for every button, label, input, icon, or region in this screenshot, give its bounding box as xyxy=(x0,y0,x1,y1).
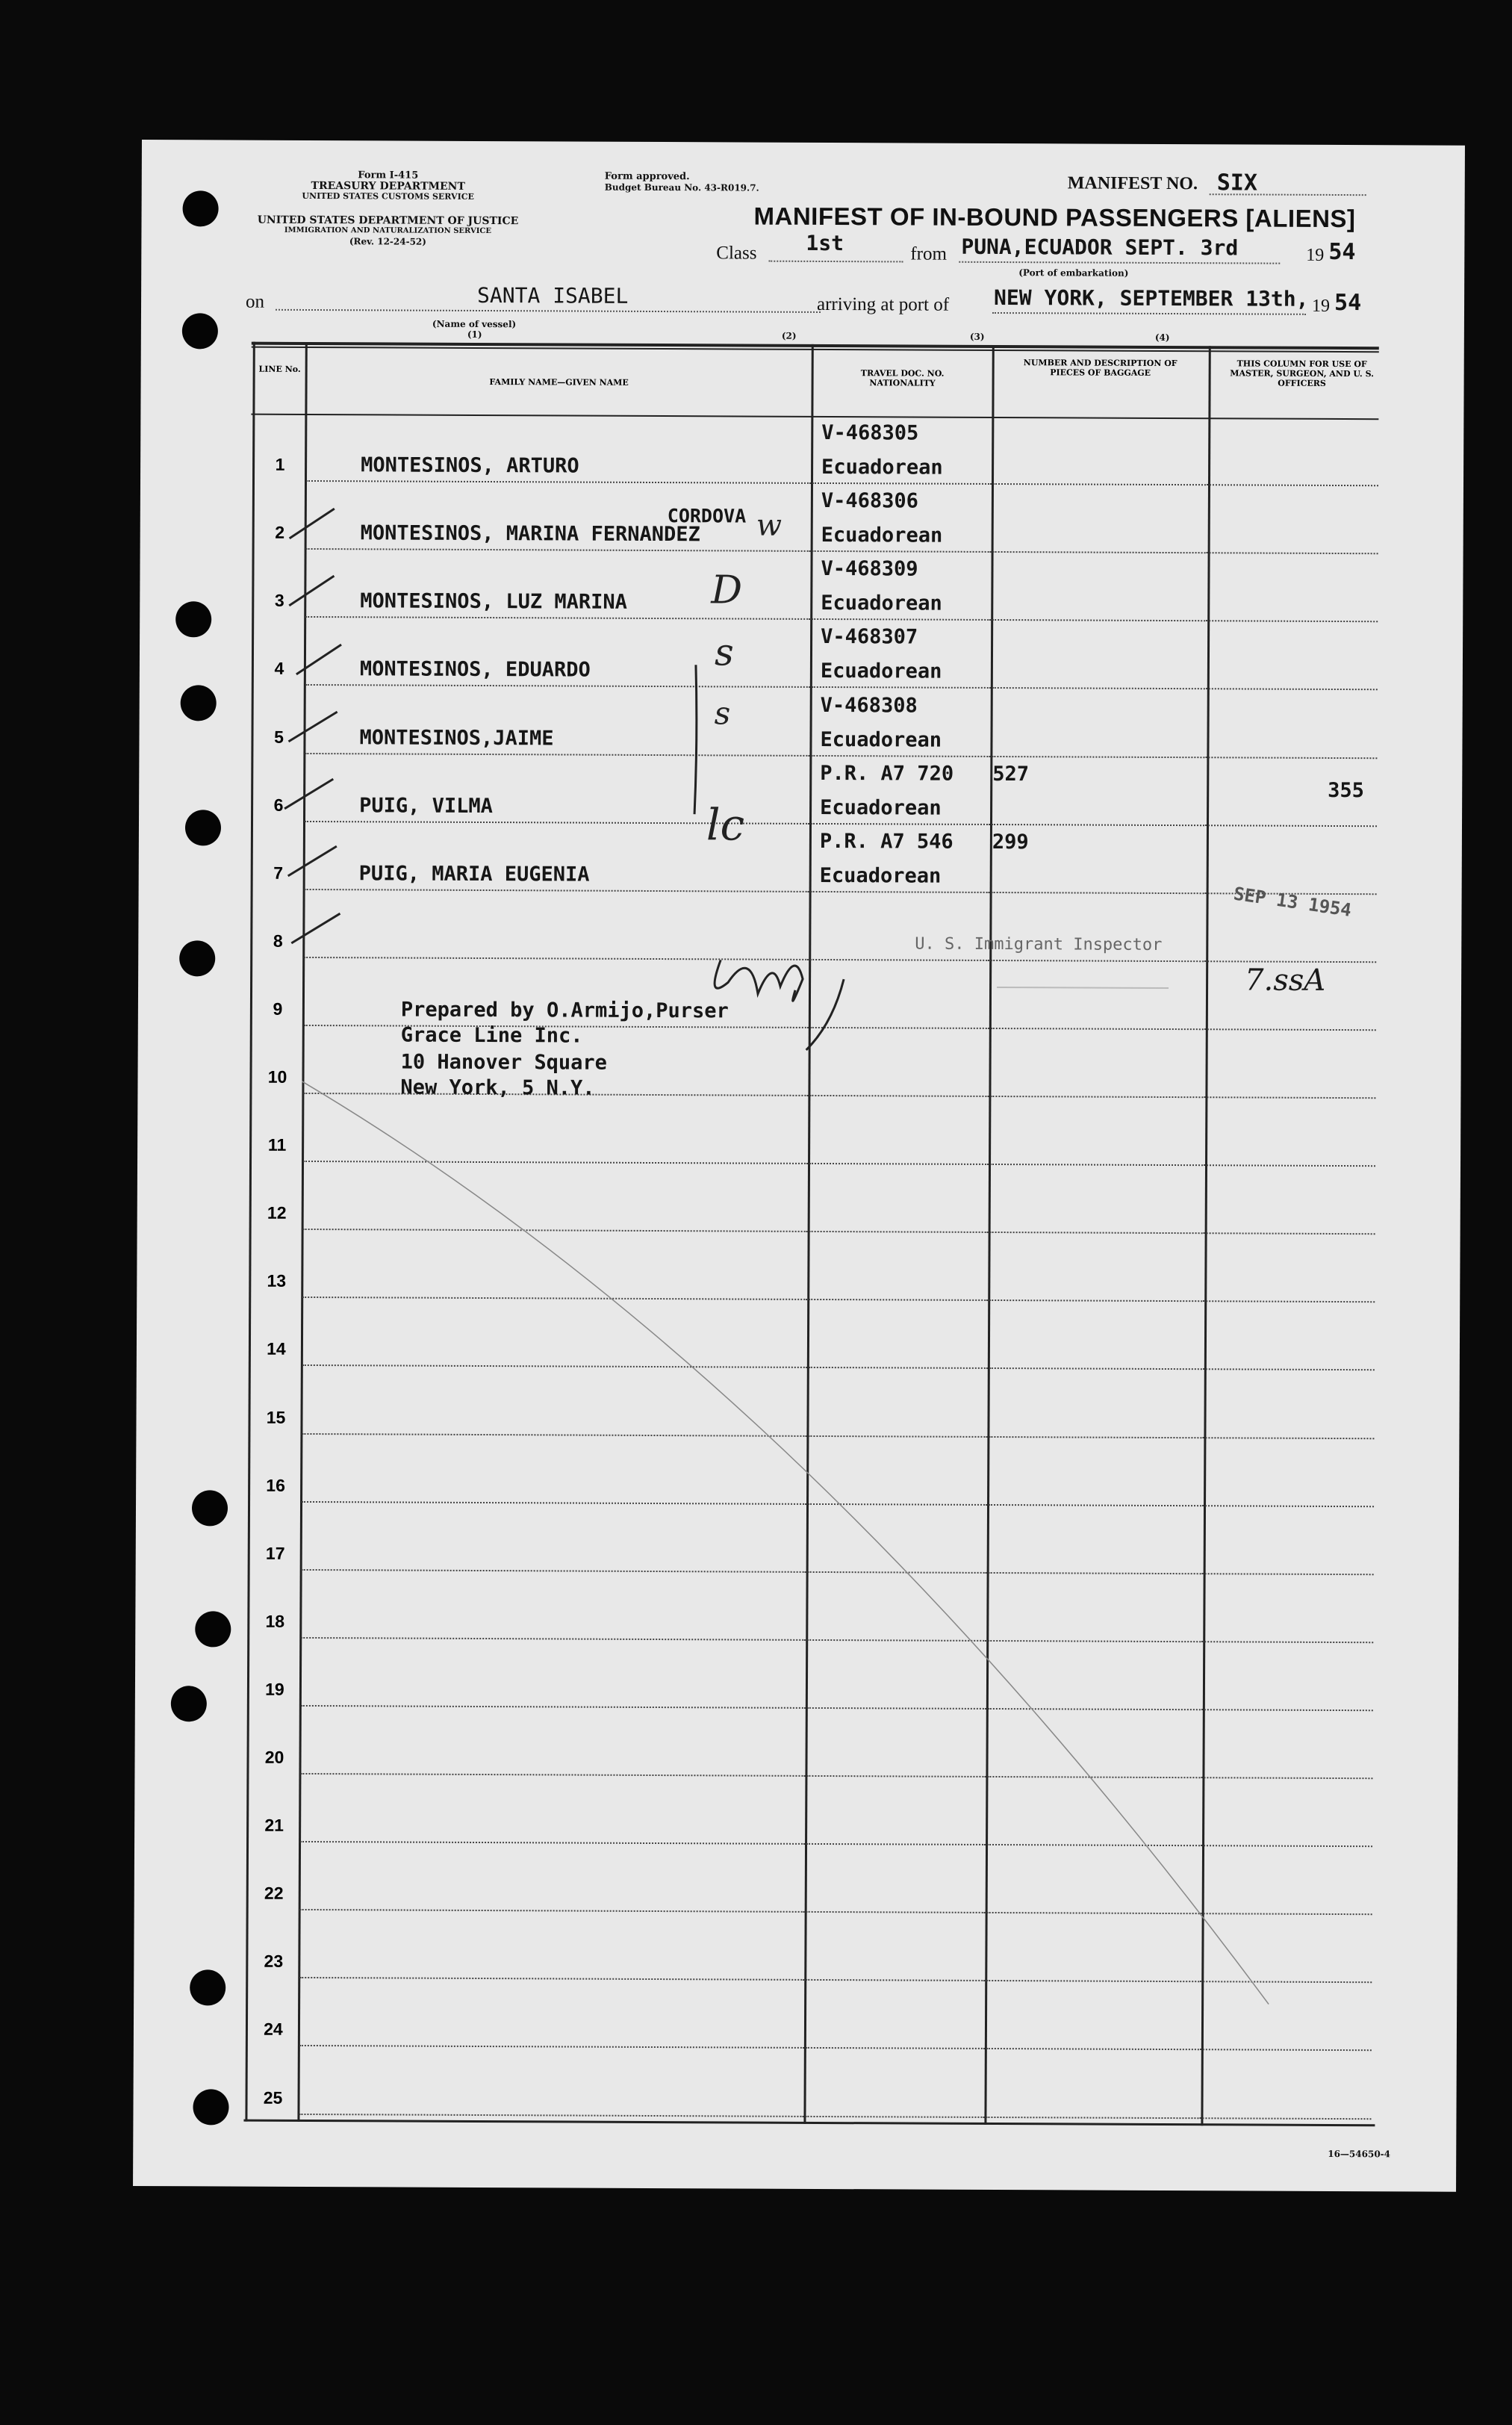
prepared-city: New York, 5 N.Y. xyxy=(400,1075,595,1100)
officer-note: 355 xyxy=(1328,778,1365,802)
port-embark-note: (Port of embarkation) xyxy=(1018,267,1129,279)
passenger-name: MONTESINOS, LUZ MARINA xyxy=(360,589,627,615)
col-header-officers: THIS COLUMN FOR USE OF MASTER, SURGEON, AND U. S. OFFICERS xyxy=(1230,358,1375,388)
passenger-name: PUIG, VILMA xyxy=(359,793,493,818)
line-number: 16 xyxy=(266,1475,285,1495)
cordova-insertion: CORDOVA xyxy=(667,505,747,527)
passenger-name: MONTESINOS, EDUARDO xyxy=(359,657,591,683)
faint-stamp xyxy=(997,987,1169,988)
stamp-initials: 7.ssA xyxy=(1245,963,1326,998)
handwritten-s-mark: s xyxy=(714,695,731,732)
line-number: 14 xyxy=(267,1339,286,1359)
prepared-by: Prepared by O.Armijo,Purser xyxy=(400,998,729,1023)
stamp-inspector: U. S. Immigrant Inspector xyxy=(915,934,1163,954)
passenger-name: MONTESINOS, MARINA FERNANDEZ xyxy=(360,521,700,547)
arriving-label: arriving at port of xyxy=(816,294,950,315)
travel-doc-number: V-468307 xyxy=(821,625,918,649)
col-header-line: LINE No. xyxy=(258,364,301,374)
passenger-name: MONTESINOS, ARTURO xyxy=(361,453,579,478)
arriving-value: NEW YORK, SEPTEMBER 13th, xyxy=(994,285,1309,311)
travel-doc-number: V-468306 xyxy=(821,489,919,513)
line-number: 11 xyxy=(267,1134,287,1155)
line-number: 2 xyxy=(275,522,285,543)
passenger-name: MONTESINOS,JAIME xyxy=(359,725,554,750)
nationality: Ecuadorean xyxy=(819,863,942,888)
class-value: 1st xyxy=(806,230,844,256)
travel-doc-number: V-468309 xyxy=(821,557,918,581)
footer-code: 16—54650-4 xyxy=(1328,2148,1391,2160)
prepared-company: Grace Line Inc. xyxy=(400,1023,583,1048)
line-number: 13 xyxy=(267,1271,287,1291)
line-number: 4 xyxy=(274,659,284,679)
from-value: PUNA,ECUADOR SEPT. 3rd xyxy=(961,234,1239,261)
manifest-sheet xyxy=(133,140,1465,2192)
handwritten-s-mark: s xyxy=(714,630,734,674)
line-number: 6 xyxy=(273,795,284,815)
vessel-note: (Name of vessel) xyxy=(432,318,517,330)
col-header-baggage: NUMBER AND DESCRIPTION OF PIECES OF BAGGAGE xyxy=(1023,358,1177,378)
line-number: 12 xyxy=(267,1202,287,1223)
revision-date: (Rev. 12-24-52) xyxy=(349,236,427,247)
class-label: Class xyxy=(716,243,757,264)
form-number: Form I-415 xyxy=(358,170,419,181)
manifest-no-value: SIX xyxy=(1216,170,1258,196)
col-ref-3: (3) xyxy=(969,331,985,342)
customs-service: UNITED STATES CUSTOMS SERVICE xyxy=(302,190,474,202)
handwritten-w-mark: w xyxy=(756,508,783,543)
nationality: Ecuadorean xyxy=(820,659,942,684)
line-number: 23 xyxy=(264,1952,284,1972)
treasury-dept: TREASURY DEPARTMENT xyxy=(311,179,465,193)
baggage-count: 299 xyxy=(992,830,1029,854)
line-number: 25 xyxy=(263,2087,283,2108)
passenger-name: PUIG, MARIA EUGENIA xyxy=(358,861,590,887)
justice-dept: UNITED STATES DEPARTMENT OF JUSTICE xyxy=(257,214,519,228)
line-number: 22 xyxy=(264,1883,284,1904)
col-ref-4: (4) xyxy=(1154,332,1170,344)
line-number: 18 xyxy=(265,1611,285,1631)
line-number: 10 xyxy=(267,1066,287,1087)
col-ref-1: (1) xyxy=(467,329,482,340)
baggage-count: 527 xyxy=(992,762,1030,786)
nationality: Ecuadorean xyxy=(821,591,942,615)
on-label: on xyxy=(245,291,265,312)
line-number: 5 xyxy=(274,727,284,747)
line-number: 9 xyxy=(273,999,283,1019)
nationality: Ecuadorean xyxy=(820,795,942,820)
line-number: 19 xyxy=(265,1679,284,1699)
budget-bureau: Budget Bureau No. 43-R019.7. xyxy=(604,181,759,193)
nationality: Ecuadorean xyxy=(821,456,943,479)
vessel-name: SANTA ISABEL xyxy=(477,282,629,308)
travel-doc-number: P.R. A7 720 xyxy=(820,761,954,786)
nationality: Ecuadorean xyxy=(821,524,943,547)
nationality: Ecuadorean xyxy=(820,727,942,752)
travel-doc-number: V-468305 xyxy=(821,421,919,445)
handwritten-c-mark: lc xyxy=(706,799,745,851)
year1-prefix: 19 xyxy=(1306,245,1325,265)
form-approved: Form approved. xyxy=(604,170,690,183)
stamp-date: SEP 13 1954 xyxy=(1232,883,1353,921)
stray-pencil-line xyxy=(298,1081,1272,2005)
manifest-no-label: MANIFEST NO. xyxy=(1067,173,1198,194)
line-number: 15 xyxy=(266,1407,286,1427)
year2-value: 54 xyxy=(1334,289,1362,317)
col-header-doc: TRAVEL DOC. NO. NATIONALITY xyxy=(860,368,945,388)
line-number: 20 xyxy=(264,1747,284,1767)
line-number: 21 xyxy=(264,1815,284,1835)
col-ref-2: (2) xyxy=(781,330,797,341)
year2-prefix: 19 xyxy=(1311,296,1331,316)
line-number: 3 xyxy=(274,591,284,611)
travel-doc-number: V-468308 xyxy=(820,693,918,718)
col-header-name: FAMILY NAME—GIVEN NAME xyxy=(489,377,629,388)
line-number: 17 xyxy=(265,1543,285,1563)
handwriting-strokes xyxy=(133,140,1465,2192)
handwritten-d-mark: D xyxy=(711,568,743,613)
prepared-address: 10 Hanover Square xyxy=(400,1050,608,1075)
manifest-title: MANIFEST OF IN-BOUND PASSENGERS [ALIENS] xyxy=(753,202,1356,233)
line-number: 8 xyxy=(273,931,283,951)
year1-value: 54 xyxy=(1328,238,1356,266)
from-label: from xyxy=(910,243,948,264)
line-number: 24 xyxy=(264,2019,283,2040)
line-number: 1 xyxy=(275,454,285,474)
line-number: 7 xyxy=(273,863,284,883)
ins-service: IMMIGRATION AND NATURALIZATION SERVICE xyxy=(284,226,492,236)
travel-doc-number: P.R. A7 546 xyxy=(819,829,953,854)
